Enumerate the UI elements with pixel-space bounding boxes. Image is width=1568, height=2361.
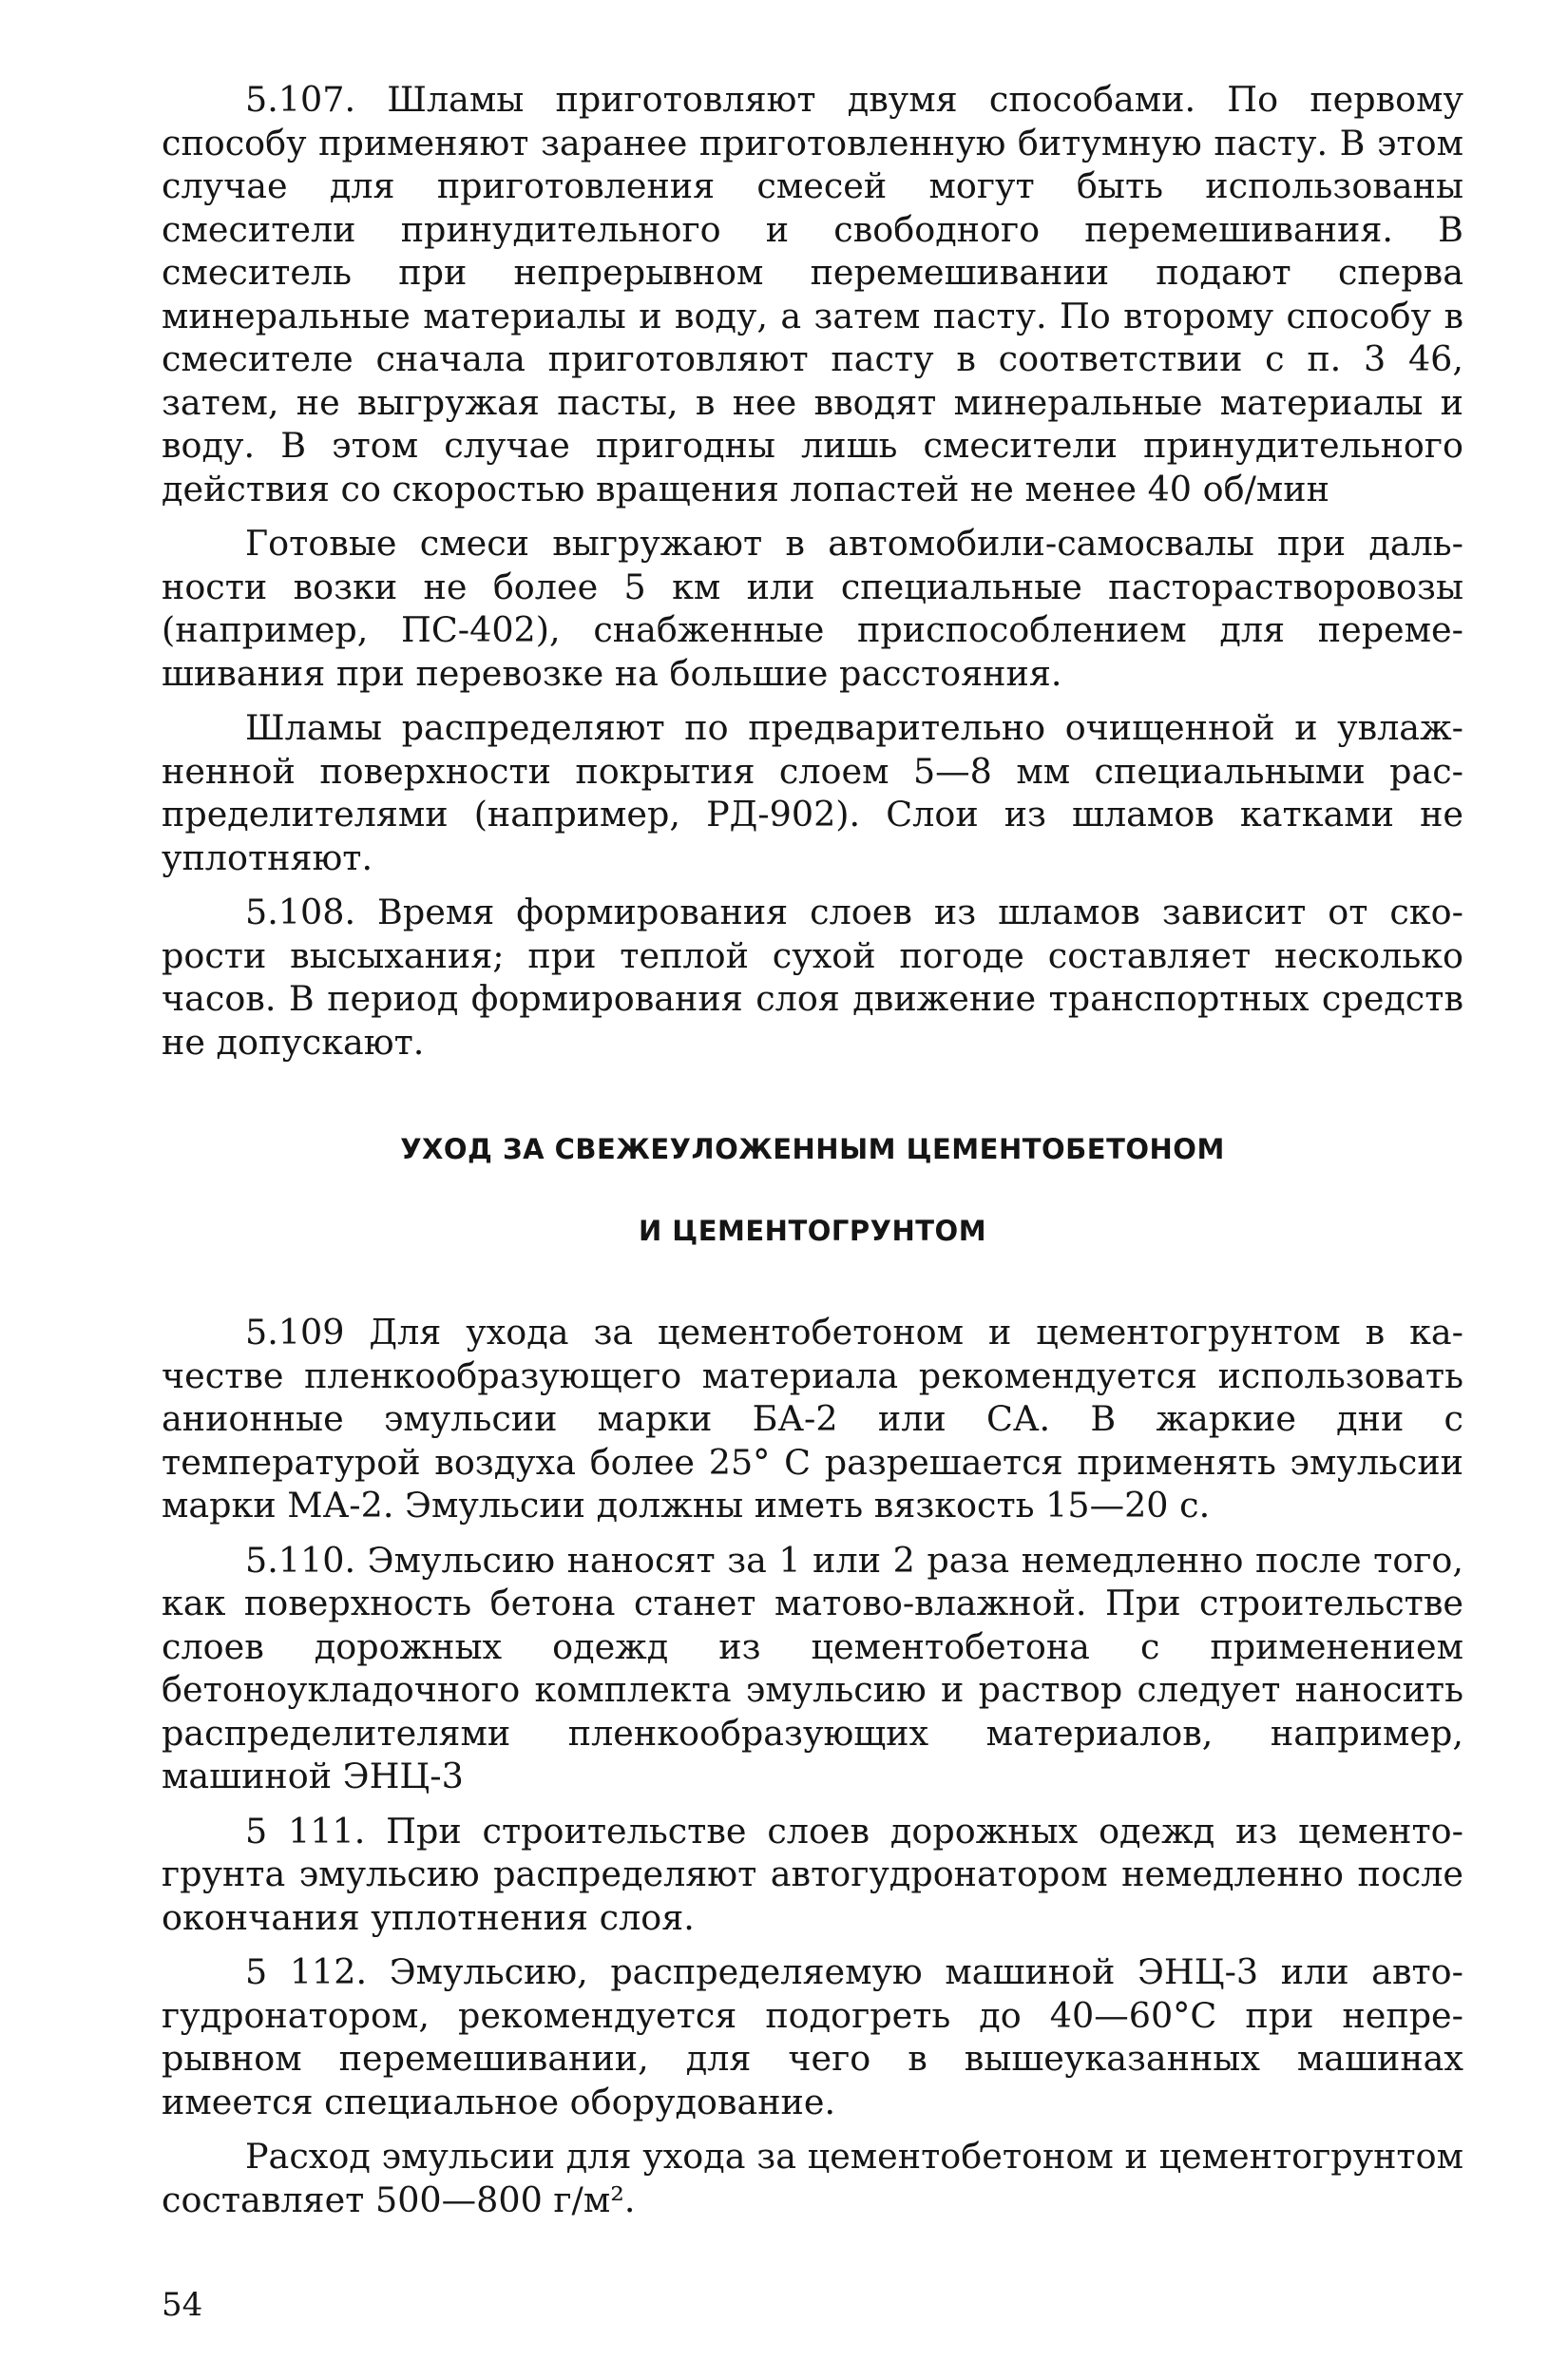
page-number: 54 bbox=[162, 2286, 203, 2324]
paragraph-5-111: 5 111. При строительстве слоев дорожных одежд из цементогрунта эмульсию распределяют автогудронатором немедленно после окончания уплотнения слоя. bbox=[162, 1810, 1463, 1938]
paragraph-5-107: 5.107. Шламы приготовляют двумя способами. По первому способу применяют заранее приготовленную битумную пасту. В этом случае для приготовления смесей могут быть использованы смесители принудительного и свободного перемешивания. В смеситель при непрерывном перемешивании подают сперва минеральные материалы и воду, а затем пасту. По второму способу в смесителе сначала приготовляют пасту в соответствии с п. 3 46, затем, не выгружая пасты, в нее вводят минеральные материалы и воду. В этом случае пригодны лишь смесители принудительного действия со скоростью вращения лопастей не менее 40 об/мин bbox=[162, 79, 1463, 509]
text-column bbox=[162, 78, 1463, 2221]
paragraph-emulsion-consumption: Расход эмульсии для ухода за цементобетоном и цементогрунтом составляет 500—800 г/м². bbox=[162, 2136, 1463, 2220]
section-heading bbox=[162, 1132, 1463, 1248]
paragraph-5-110: 5.110. Эмульсию наносят за 1 или 2 раза немедленно после того, как поверхность бетона станет матово-влажной. При строительстве слоев дорожных одежд из цементобетона с применением бетоноукладочного комплекта эмульсию и раствор следует наносить распределителями пленкообразующих материалов, например, машиной ЭНЦ-3 bbox=[162, 1539, 1463, 1796]
paragraph-ready-mixes: Готовые смеси выгружают в автомобили-самосвалы при дальности возки не более 5 км или специальные пасторастворовозы (например, ПС-402), снабженные приспособлением для перемешивания при перевозке на большие расстояния. bbox=[162, 523, 1463, 694]
paragraph-5-109: 5.109 Для ухода за цементобетоном и цементогрунтом в качестве пленкообразующего материала рекомендуется использовать анионные эмульсии марки БА-2 или СА. В жаркие дни с температурой воздуха более 25° С разрешается применять эмульсии марки МА-2. Эмульсии должны иметь вязкость 15—20 с. bbox=[162, 1312, 1463, 1526]
section-title-line-1: УХОД ЗА СВЕЖЕУЛОЖЕННЫМ ЦЕМЕНТОБЕТОНОМ bbox=[400, 1133, 1225, 1165]
paragraph-5-108: 5.108. Время формирования слоев из шламов зависит от скорости высыхания; при теплой сухой погоде составляет несколько часов. В период формирования слоя движение транспортных средств не допускают. bbox=[162, 892, 1463, 1063]
paragraph-5-112: 5 112. Эмульсию, распределяемую машиной ЭНЦ-3 или автогудронатором, рекомендуется подогреть до 40—60°С при непрерывном перемешивании, для чего в вышеуказанных машинах имеется специальное оборудование. bbox=[162, 1951, 1463, 2122]
section-title-line-2: И ЦЕМЕНТОГРУНТОМ bbox=[638, 1215, 987, 1247]
paragraph-slurry-distribution: Шламы распределяют по предварительно очищенной и увлажненной поверхности покрытия слоем 5—8 мм специальными распределителями (например, РД-902). Слои из шламов катками не уплотняют. bbox=[162, 707, 1463, 878]
